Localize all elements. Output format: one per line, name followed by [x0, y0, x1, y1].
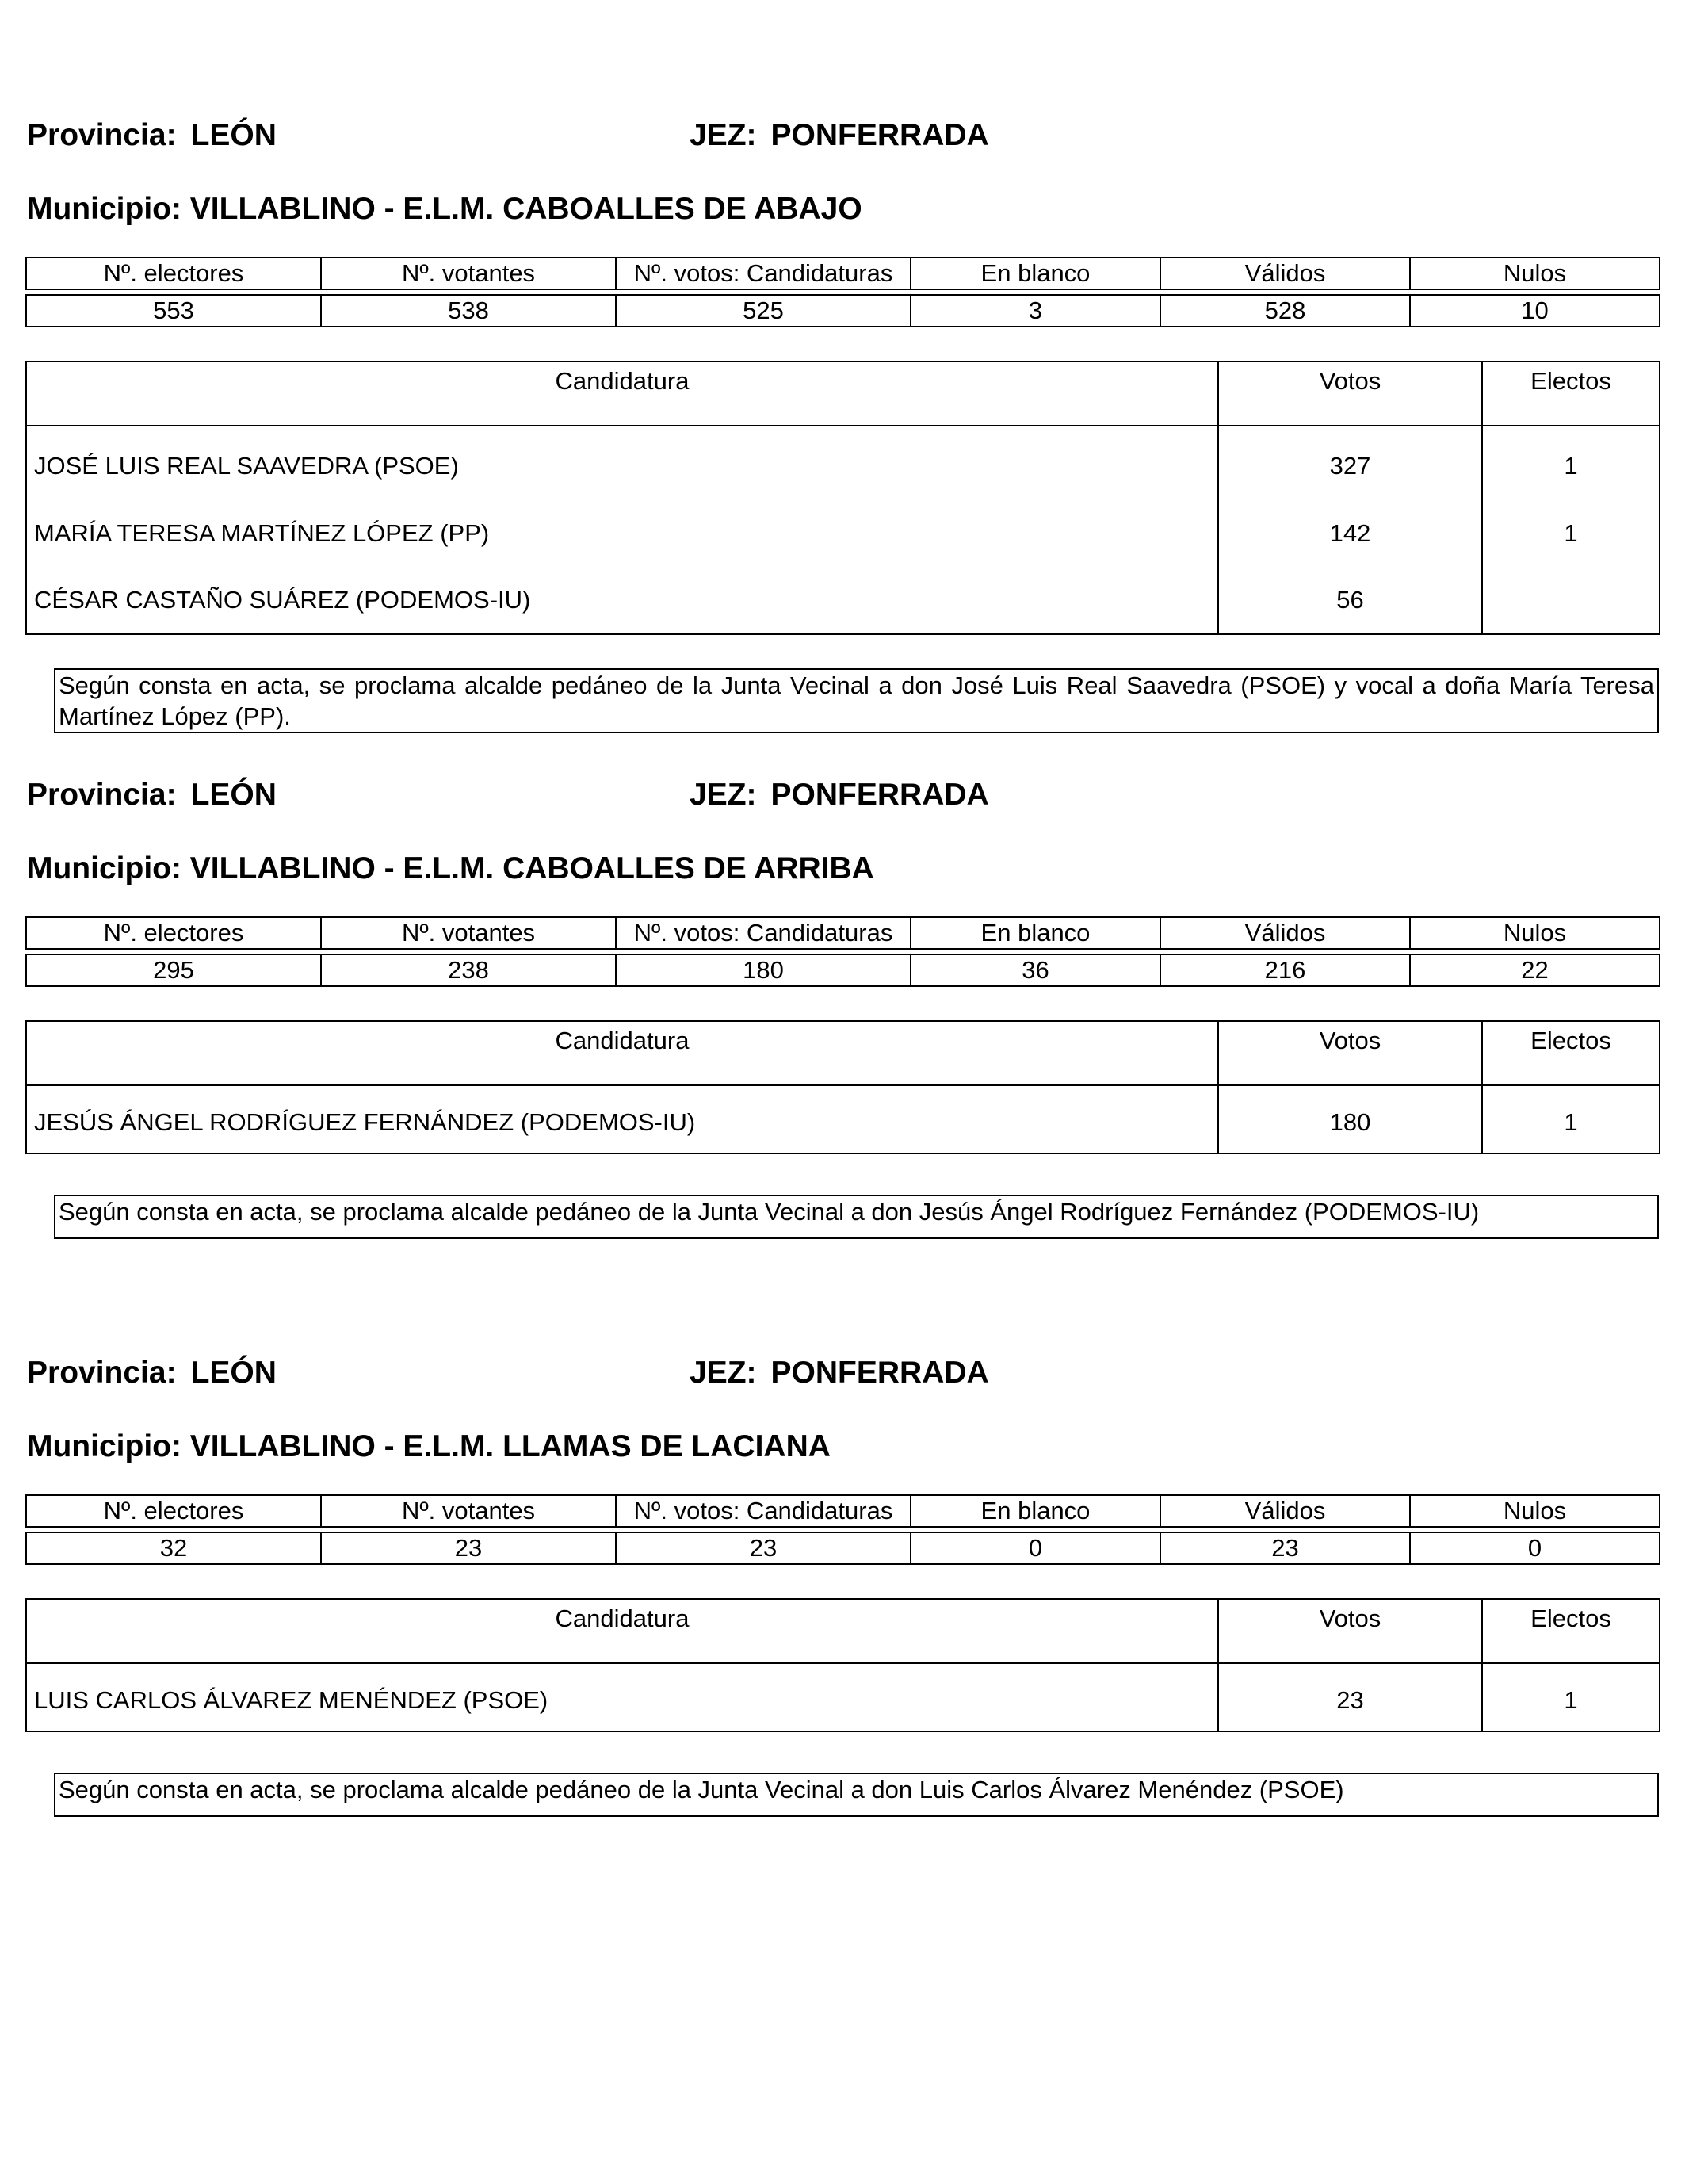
candidate-votes: 142: [1218, 499, 1482, 567]
stat-header: Nº. votantes: [321, 917, 616, 949]
candidate-electos: [1482, 567, 1660, 634]
provincia-value: LEÓN: [190, 778, 277, 812]
jez-label: JEZ:: [690, 118, 757, 152]
stat-value: 23: [1160, 1532, 1410, 1564]
jez-label: JEZ:: [690, 1356, 757, 1390]
stat-header: Válidos: [1160, 258, 1410, 289]
provincia-line-3: [27, 1355, 277, 1391]
stats-table-2: [25, 916, 1660, 987]
candidate-votes: 23: [1218, 1663, 1482, 1731]
stat-header: Nº. votantes: [321, 1495, 616, 1527]
municipio-title-3: Municipio: VILLABLINO - E.L.M. LLAMAS DE LACIANA: [27, 1429, 831, 1463]
stat-value: 295: [26, 954, 321, 986]
jez-label: JEZ:: [690, 778, 757, 812]
stats-table-1: [25, 257, 1660, 327]
candidate-electos: 1: [1482, 499, 1660, 567]
col-header-electos: Electos: [1482, 1021, 1660, 1085]
stat-header: Válidos: [1160, 1495, 1410, 1527]
stat-value: 238: [321, 954, 616, 986]
stat-header: Nulos: [1410, 917, 1660, 949]
stat-value: 0: [911, 1532, 1160, 1564]
stat-header: Nº. electores: [26, 917, 321, 949]
stat-header: En blanco: [911, 258, 1160, 289]
stat-value: 0: [1410, 1532, 1660, 1564]
candidate-electos: 1: [1482, 1085, 1660, 1153]
stat-header: Nº. votos: Candidaturas: [616, 917, 911, 949]
stat-header: En blanco: [911, 1495, 1160, 1527]
candidate-votes: 180: [1218, 1085, 1482, 1153]
col-header-votos: Votos: [1218, 1021, 1482, 1085]
stat-value: 528: [1160, 295, 1410, 327]
col-header-votos: Votos: [1218, 1599, 1482, 1663]
stat-header: Nulos: [1410, 258, 1660, 289]
stat-value: 32: [26, 1532, 321, 1564]
provincia-value: LEÓN: [190, 118, 277, 152]
candidate-name: JESÚS ÁNGEL RODRÍGUEZ FERNÁNDEZ (PODEMOS-IU): [26, 1085, 1218, 1153]
col-header-candidatura: Candidatura: [26, 1021, 1218, 1085]
candidate-name: MARÍA TERESA MARTÍNEZ LÓPEZ (PP): [26, 499, 1218, 567]
stats-table-3: [25, 1494, 1660, 1565]
stat-value: 23: [616, 1532, 911, 1564]
stat-value: 525: [616, 295, 911, 327]
stat-header: Nulos: [1410, 1495, 1660, 1527]
stat-header: Válidos: [1160, 917, 1410, 949]
proclamation-note-3: Según consta en acta, se proclama alcalde pedáneo de la Junta Vecinal a don Luis Carlos Álvarez Menéndez (PSOE): [54, 1773, 1659, 1817]
candidate-votes: 56: [1218, 567, 1482, 634]
municipio-title-2: Municipio: VILLABLINO - E.L.M. CABOALLES DE ARRIBA: [27, 851, 874, 885]
provincia-label: Provincia:: [27, 778, 177, 812]
candidates-table-3: [25, 1598, 1660, 1732]
candidate-electos: 1: [1482, 1663, 1660, 1731]
candidate-name: CÉSAR CASTAÑO SUÁREZ (PODEMOS-IU): [26, 567, 1218, 634]
candidate-name: JOSÉ LUIS REAL SAAVEDRA (PSOE): [26, 426, 1218, 499]
provincia-label: Provincia:: [27, 1356, 177, 1390]
provincia-line-1: [27, 117, 277, 154]
stat-value: 3: [911, 295, 1160, 327]
provincia-label: Provincia:: [27, 118, 177, 152]
proclamation-note-1: Según consta en acta, se proclama alcalde pedáneo de la Junta Vecinal a don José Luis Real Saavedra (PSOE) y vocal a doña María Teresa Martínez López (PP).: [54, 668, 1659, 733]
jez-line-1: [690, 117, 989, 154]
stat-value: 23: [321, 1532, 616, 1564]
col-header-votos: Votos: [1218, 361, 1482, 426]
stat-header: Nº. votos: Candidaturas: [616, 258, 911, 289]
stat-value: 216: [1160, 954, 1410, 986]
stat-value: 553: [26, 295, 321, 327]
jez-value: PONFERRADA: [770, 1356, 989, 1390]
col-header-electos: Electos: [1482, 361, 1660, 426]
candidate-votes: 327: [1218, 426, 1482, 499]
candidate-electos: 1: [1482, 426, 1660, 499]
stat-header: Nº. votos: Candidaturas: [616, 1495, 911, 1527]
provincia-line-2: [27, 777, 277, 813]
stat-value: 180: [616, 954, 911, 986]
stat-header: Nº. electores: [26, 258, 321, 289]
jez-value: PONFERRADA: [770, 118, 989, 152]
stat-value: 22: [1410, 954, 1660, 986]
jez-line-2: [690, 777, 989, 813]
col-header-candidatura: Candidatura: [26, 1599, 1218, 1663]
provincia-value: LEÓN: [190, 1356, 277, 1390]
candidates-table-2: [25, 1020, 1660, 1154]
proclamation-note-2: Según consta en acta, se proclama alcalde pedáneo de la Junta Vecinal a don Jesús Ángel Rodríguez Fernández (PODEMOS-IU): [54, 1195, 1659, 1239]
stat-header: Nº. electores: [26, 1495, 321, 1527]
stat-value: 10: [1410, 295, 1660, 327]
stat-header: En blanco: [911, 917, 1160, 949]
stat-value: 36: [911, 954, 1160, 986]
stat-value: 538: [321, 295, 616, 327]
jez-value: PONFERRADA: [770, 778, 989, 812]
stat-header: Nº. votantes: [321, 258, 616, 289]
candidates-table-1: [25, 361, 1660, 635]
jez-line-3: [690, 1355, 989, 1391]
col-header-candidatura: Candidatura: [26, 361, 1218, 426]
municipio-title-1: Municipio: VILLABLINO - E.L.M. CABOALLES DE ABAJO: [27, 192, 862, 226]
candidate-name: LUIS CARLOS ÁLVAREZ MENÉNDEZ (PSOE): [26, 1663, 1218, 1731]
col-header-electos: Electos: [1482, 1599, 1660, 1663]
